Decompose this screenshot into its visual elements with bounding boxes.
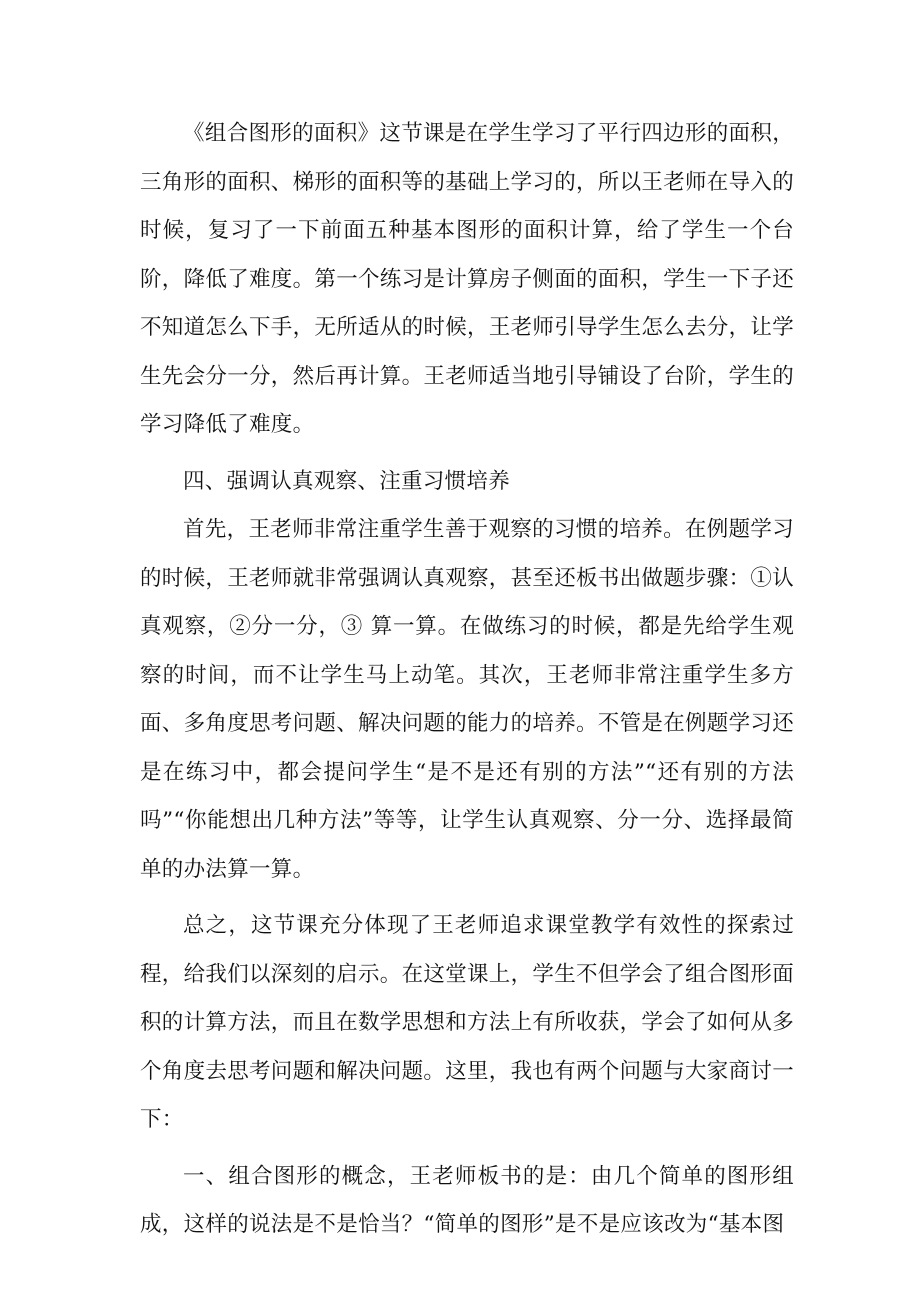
paragraph-summary: 总之，这节课充分体现了王老师追求课堂教学有效性的探索过程，给我们以深刻的启示。在这堂课上，学生不但学会了组合图形面积的计算方法，而且在数学思想和方法上有所收获，学会了如何从多个角度去思考问题和解决问题。这里，我也有两个问题与大家商讨一下： xyxy=(140,913,795,1132)
paragraph-observation: 首先，王老师非常注重学生善于观察的习惯的培养。在例题学习的时候，王老师就非常强调认真观察，甚至还板书出做题步骤：①认真观察，②分一分，③ 算一算。在做练习的时候，都是先给学生观察的时间，而不让学生马上动笔。其次，王老师非常注重学生多方面、多角度思考问题、解决问题的能力的培养。不管是在例题学习还是在练习中，都会提问学生“是不是还有别的方法”“还有别的方法吗”“你能想出几种方法”等等，让学生认真观察、分一分、选择最简单的办法算一算。 xyxy=(140,517,795,882)
paragraph-intro: 《组合图形的面积》这节课是在学生学习了平行四边形的面积，三角形的面积、梯形的面积等的基础上学习的，所以王老师在导入的时候，复习了一下前面五种基本图形的面积计算，给了学生一个台阶，降低了难度。第一个练习是计算房子侧面的面积，学生一下子还不知道怎么下手，无所适从的时候，王老师引导学生怎么去分，让学生先会分一分，然后再计算。王老师适当地引导铺设了台阶，学生的学习降低了难度。 xyxy=(140,121,795,437)
section-heading-four: 四、强调认真观察、注重习惯培养 xyxy=(183,468,511,494)
paragraph-question-one: 一、组合图形的概念，王老师板书的是：由几个简单的图形组成，这样的说法是不是恰当？“简单的图形”是不是应该改为“基本图 xyxy=(140,1163,794,1237)
document-page xyxy=(140,110,794,1250)
